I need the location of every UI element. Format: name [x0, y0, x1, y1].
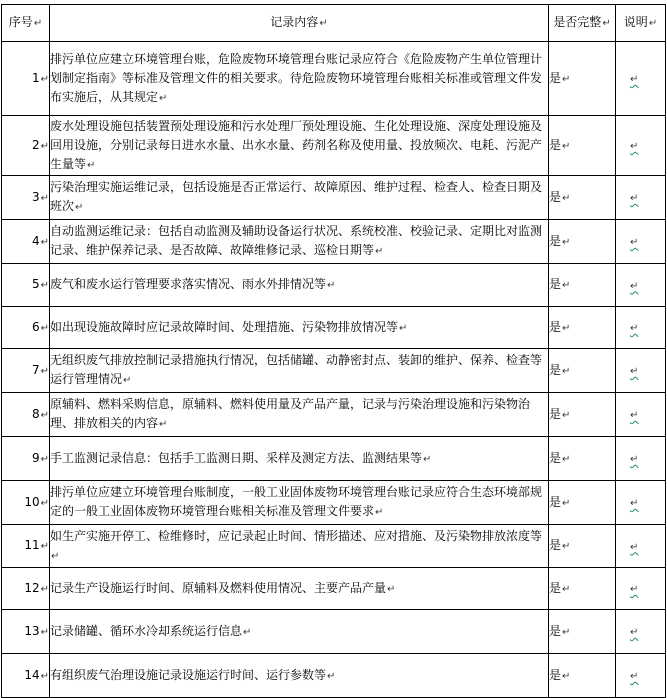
- row-complete: 是↵: [549, 393, 616, 437]
- header-num: 序号↵: [2, 5, 50, 42]
- row-complete: 是↵: [549, 176, 616, 220]
- header-content: 记录内容↵: [50, 5, 549, 42]
- table-row: [2, 654, 666, 698]
- row-note: ↵: [616, 264, 666, 307]
- row-number: 12↵: [2, 568, 50, 610]
- table-row: [2, 307, 666, 349]
- header-row: [2, 5, 666, 42]
- row-complete: 是↵: [549, 525, 616, 568]
- row-content: 手工监测记录信息：包括手工监测日期、采样及测定方法、监测结果等↵: [50, 437, 549, 481]
- table-row: [2, 176, 666, 220]
- row-complete: 是↵: [549, 568, 616, 610]
- row-number: 5↵: [2, 264, 50, 307]
- row-complete: 是↵: [549, 610, 616, 654]
- row-note: ↵: [616, 654, 666, 698]
- row-note: ↵: [616, 349, 666, 393]
- row-content: 原辅料、燃料采购信息，原辅料、燃料使用量及产品产量，记录与污染治理设施和污染物治理、排放相关的内容↵: [50, 393, 549, 437]
- row-number: 9↵: [2, 437, 50, 481]
- row-content: 记录生产设施运行时间、原辅料及燃料使用情况、主要产品产量↵: [50, 568, 549, 610]
- header-note: 说明↵: [616, 5, 666, 42]
- row-number: 14↵: [2, 654, 50, 698]
- row-note: ↵: [616, 307, 666, 349]
- table-row: [2, 525, 666, 568]
- row-number: 11↵: [2, 525, 50, 568]
- row-number: 4↵: [2, 220, 50, 264]
- row-content: 无组织废气排放控制记录措施执行情况，包括储罐、动静密封点、装卸的维护、保养、检查等运行管理情况↵: [50, 349, 549, 393]
- table-row: [2, 264, 666, 307]
- row-content: 废气和废水运行管理要求落实情况、雨水外排情况等↵: [50, 264, 549, 307]
- table-row: [2, 437, 666, 481]
- records-table: [1, 4, 666, 698]
- row-complete: 是↵: [549, 307, 616, 349]
- row-note: ↵: [616, 568, 666, 610]
- row-complete: 是↵: [549, 437, 616, 481]
- row-number: 8↵: [2, 393, 50, 437]
- row-number: 13↵: [2, 610, 50, 654]
- row-complete: 是↵: [549, 116, 616, 176]
- row-note: ↵: [616, 116, 666, 176]
- table-row: [2, 220, 666, 264]
- row-complete: 是↵: [549, 264, 616, 307]
- row-content: 排污单位应建立环境管理台账，危险废物环境管理台账记录应符合《危险废物产生单位管理计划制定指南》等标准及管理文件的相关要求。待危险废物环境管理台账相关标准或管理文件发布实施后，从其规定↵: [50, 42, 549, 116]
- row-complete: 是↵: [549, 654, 616, 698]
- table-row: [2, 42, 666, 116]
- row-note: ↵: [616, 393, 666, 437]
- row-note: ↵: [616, 481, 666, 525]
- row-note: ↵: [616, 220, 666, 264]
- header-done: 是否完整↵: [549, 5, 616, 42]
- row-content: 如生产实施开停工、检维修时，应记录起止时间、情形描述、应对措施、及污染物排放浓度等↵: [50, 525, 549, 568]
- row-content: 废水处理设施包括装置预处理设施和污水处理厂预处理设施、生化处理设施、深度处理设施及回用设施，分别记录每日进水水量、出水水量、药剂名称及使用量、投放频次、电耗、污泥产生量等↵: [50, 116, 549, 176]
- row-content: 记录储罐、循环水冷却系统运行信息↵: [50, 610, 549, 654]
- row-note: ↵: [616, 437, 666, 481]
- row-number: 1↵: [2, 42, 50, 116]
- row-number: 6↵: [2, 307, 50, 349]
- row-number: 2↵: [2, 116, 50, 176]
- table-row: [2, 393, 666, 437]
- table-row: [2, 116, 666, 176]
- row-complete: 是↵: [549, 481, 616, 525]
- row-complete: 是↵: [549, 42, 616, 116]
- row-complete: 是↵: [549, 349, 616, 393]
- row-note: ↵: [616, 176, 666, 220]
- table-row: [2, 481, 666, 525]
- row-content: 污染治理实施运维记录，包括设施是否正常运行、故障原因、维护过程、检查人、检查日期及班次↵: [50, 176, 549, 220]
- row-note: ↵: [616, 42, 666, 116]
- row-note: ↵: [616, 610, 666, 654]
- row-note: ↵: [616, 525, 666, 568]
- table-row: [2, 568, 666, 610]
- row-content: 有组织废气治理设施记录设施运行时间、运行参数等↵: [50, 654, 549, 698]
- row-number: 3↵: [2, 176, 50, 220]
- row-content: 自动监测运维记录：包括自动监测及辅助设备运行状况、系统校准、校验记录、定期比对监测记录、维护保养记录、是否故障、故障维修记录、巡检日期等↵: [50, 220, 549, 264]
- table-row: [2, 610, 666, 654]
- row-complete: 是↵: [549, 220, 616, 264]
- row-number: 7↵: [2, 349, 50, 393]
- row-number: 10↵: [2, 481, 50, 525]
- row-content: 排污单位应建立环境管理台账制度，一般工业固体废物环境管理台账记录应符合生态环境部规定的一般工业固体废物环境管理台账相关标准及管理文件要求↵: [50, 481, 549, 525]
- table-row: [2, 349, 666, 393]
- row-content: 如出现设施故障时应记录故障时间、处理措施、污染物排放情况等↵: [50, 307, 549, 349]
